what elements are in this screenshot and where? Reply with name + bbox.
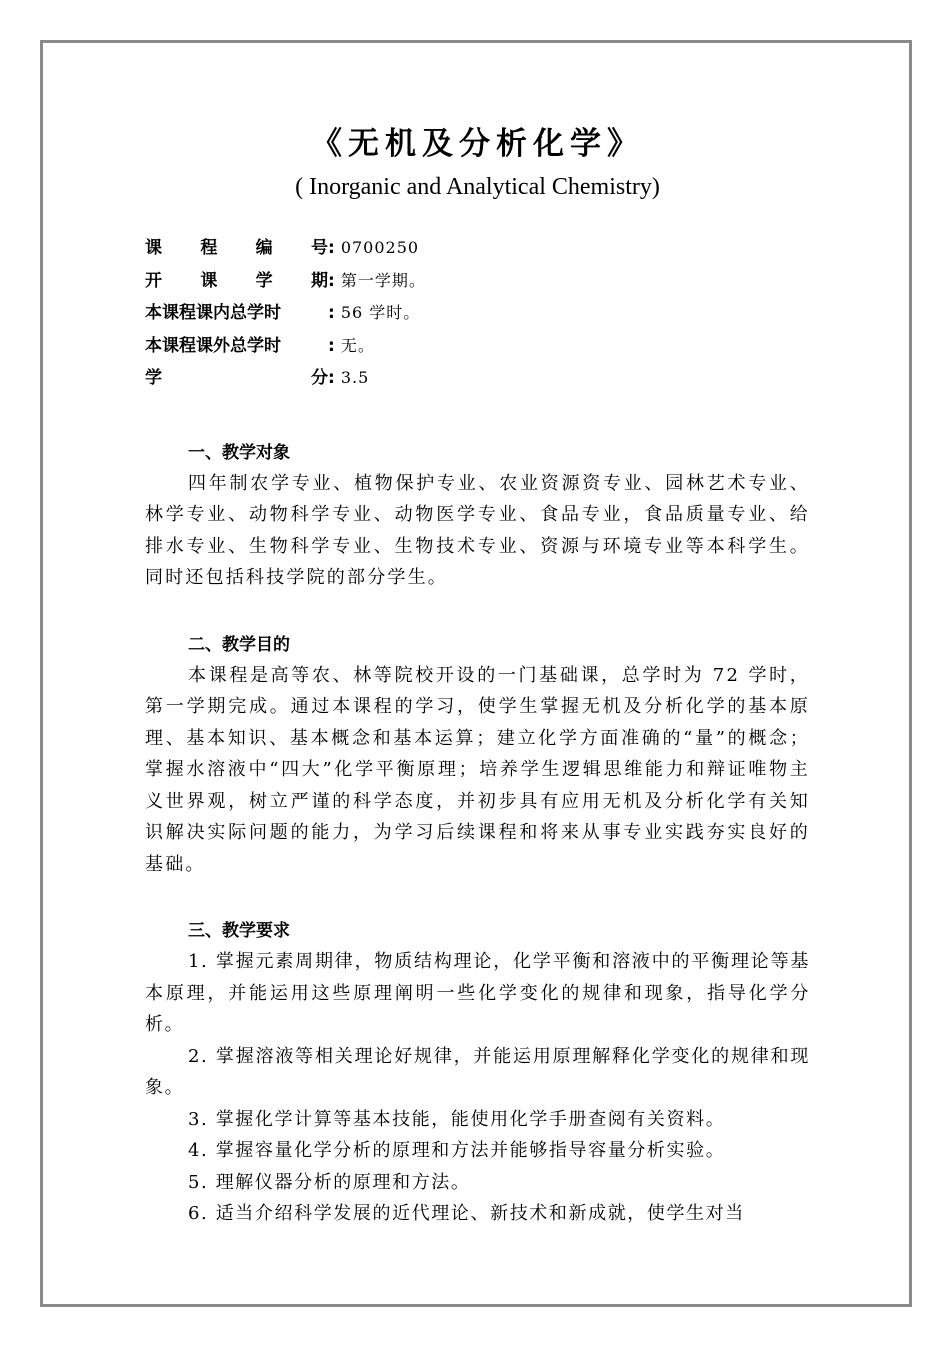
requirement-item: 5. 理解仪器分析的原理和方法。 [188, 1171, 471, 1193]
label-char: 学 [255, 270, 273, 291]
document-subtitle: ( Inorganic and Analytical Chemistry) [295, 174, 660, 200]
document-body [145, 115, 810, 1230]
document-title: 《无机及分析化学》 [311, 126, 644, 162]
section-heading: 二、教学目的 [188, 634, 290, 655]
label-char: 学 [145, 368, 162, 388]
info-value: 56 学时。 [340, 303, 421, 322]
section-paragraph: 本课程是高等农、林等院校开设的一门基础课，总学时为 72 学时，第一学期完成。通过本课程的学习，使学生掌握无机及分析化学的基本原理、基本知识、基本概念和基本运算；建立化学方面准确的“量”的概念；掌握水溶液中“四大”化学平衡原理；培养学生逻辑思维能力和辩证唯物主义世界观，树立严谨的科学态度，并初步具有应用无机及分析化学有关知识解决实际问题的能力，为学习后续课程和将来从事专业实践夯实良好的基础。 [145, 664, 810, 875]
info-label [145, 233, 328, 258]
label-char: 课 [145, 238, 162, 258]
info-label: 本课程课内总学时 [145, 303, 281, 323]
label-char: 号 [310, 238, 328, 258]
info-value: 0700250 [340, 238, 420, 257]
info-colon: : [328, 335, 335, 356]
label-char: 编 [255, 238, 273, 258]
section-heading: 一、教学对象 [188, 442, 290, 463]
info-label [145, 363, 328, 388]
section-paragraph: 四年制农学专业、植物保护专业、农业资源资专业、园林艺术专业、林学专业、动物科学专业、动物医学专业、食品专业，食品质量专业、给排水专业、生物科学专业、生物技术专业、资源与环境专业等本科学生。同时还包括科技学院的部分学生。 [145, 472, 810, 588]
info-row-credits [145, 363, 810, 396]
info-colon: : [328, 270, 335, 291]
label-char: 分 [311, 368, 328, 388]
label-char: 程 [200, 238, 218, 258]
info-row-semester [145, 266, 810, 299]
section-heading: 三、教学要求 [188, 921, 290, 941]
info-row-course-code [145, 233, 810, 266]
label-char: 开 [145, 270, 162, 291]
info-row-extra-hours [145, 331, 810, 364]
course-info [145, 233, 810, 396]
info-row-in-class-hours [145, 298, 810, 331]
requirement-item: 3. 掌握化学计算等基本技能，能使用化学手册查阅有关资料。 [188, 1108, 726, 1130]
requirement-item: 4. 掌握容量化学分析的原理和方法并能够指导容量分析实验。 [188, 1140, 726, 1161]
info-colon: : [328, 303, 335, 323]
info-label [145, 266, 328, 291]
requirement-item: 6. 适当介绍科学发展的近代理论、新技术和新成就，使学生对当 [188, 1203, 745, 1224]
section-teaching-purpose [145, 630, 810, 881]
section-teaching-requirements [145, 916, 810, 1230]
info-value: 第一学期。 [340, 270, 426, 290]
label-char: 期 [310, 270, 328, 291]
requirement-item: 1. 掌握元素周期律，物质结构理论，化学平衡和溶液中的平衡理论等基本原理，并能运用这些原理阐明一些化学变化的规律和现象，指导化学分析。 [145, 951, 810, 1035]
info-colon: : [328, 368, 335, 388]
label-char: 课 [200, 270, 218, 291]
info-value: 3.5 [340, 368, 370, 387]
info-value: 无。 [340, 335, 375, 355]
info-colon: : [328, 238, 335, 258]
requirement-item: 2. 掌握溶液等相关理论好规律，并能运用原理解释化学变化的规律和现象。 [145, 1045, 810, 1098]
section-teaching-target [145, 438, 810, 594]
info-label: 本课程课外总学时 [145, 335, 281, 356]
